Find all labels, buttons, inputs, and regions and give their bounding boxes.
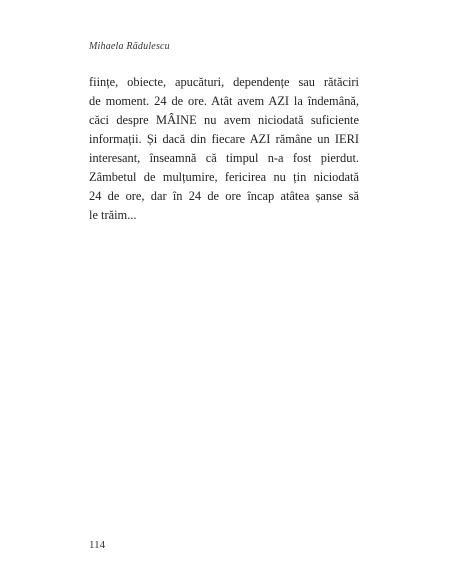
running-head-author: Mihaela Rădulescu	[89, 41, 170, 52]
body-paragraph	[89, 73, 359, 225]
text-line: Zâmbetul de mulțumire, fericirea nu țin niciodată	[89, 170, 359, 184]
text-line-last: le trăim...	[89, 208, 137, 222]
text-line: ființe, obiecte, apucături, dependențe sau rătăciri	[89, 75, 359, 89]
text-line: 24 de ore, dar în 24 de ore încap atâtea șanse să	[89, 189, 359, 203]
text-line: informații. Și dacă din fiecare AZI rămâne un IERI	[89, 132, 359, 146]
text-line: căci despre MÂINE nu avem niciodată suficiente	[89, 113, 359, 127]
text-line: de moment. 24 de ore. Atât avem AZI la îndemână,	[89, 94, 359, 108]
page-number: 114	[89, 539, 106, 551]
text-line: interesant, înseamnă că timpul n-a fost pierdut.	[89, 151, 359, 165]
